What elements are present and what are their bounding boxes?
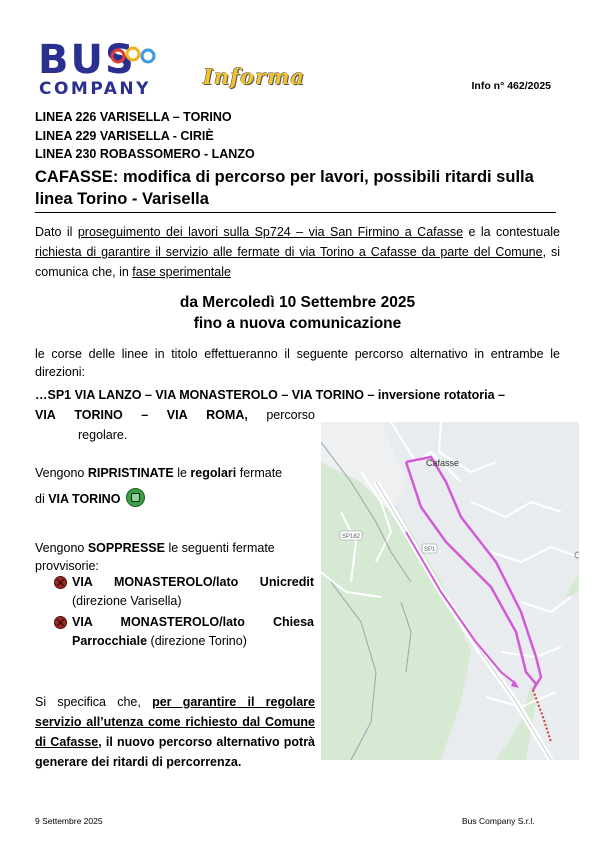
footer-date: 9 Settembre 2025	[35, 816, 103, 826]
cancelled-stop-icon	[54, 576, 67, 589]
headline: CAFASSE: modifica di percorso per lavori, possibili ritardi sulla linea Torino - Varisella	[35, 168, 534, 208]
logo-rings-icon	[108, 44, 168, 84]
cancelled-stop-icon	[54, 616, 67, 629]
footer-company: Bus Company S.r.l.	[462, 816, 535, 826]
route-line-1: …SP1 VIA LANZO – VIA MONASTEROLO – VIA TORINO – inversione rotatoria –	[35, 388, 505, 402]
info-number: Info n° 462/2025	[471, 80, 551, 92]
suppressed-stop-1: VIA MONASTEROLO/lato Unicredit (direzione Varisella)	[72, 575, 314, 608]
headline-divider	[35, 212, 556, 213]
line-item: LINEA 226 VARISELLA – TORINO	[35, 110, 232, 124]
routes-intro: le corse delle linee in titolo effettueranno il seguente percorso alternativo in entrambe le direzioni:	[35, 347, 560, 379]
route-map	[321, 422, 579, 760]
suppressed-stop-2: VIA MONASTEROLO/lato Chiesa Parrocchiale (direzione Torino)	[72, 615, 314, 648]
intro-paragraph: Dato il proseguimento dei lavori sulla Sp724 – via San Firmino a Cafasse e la contestuale richiesta di garantire il servizio alle fermate di via Torino a Cafasse da parte del Comune, si comunica che, in fase sperimentale	[35, 225, 560, 279]
lines-list	[35, 108, 255, 164]
map-town-label: Cafasse	[426, 458, 460, 468]
route-map-svg	[321, 422, 579, 760]
route-line-2: VIA TORINO – VIA ROMA, percorso	[35, 408, 315, 422]
logo-bus-text: BUS	[38, 37, 136, 83]
suppressed-stops-intro: Vengono SOPPRESSE le seguenti fermate provvisorie:	[35, 541, 275, 573]
final-note: Si specifica che, per garantire il regolare servizio all’utenza come richiesto dal Comune di Cafasse, il nuovo percorso alternativo potrà generare dei ritardi di percorrenza.	[35, 695, 316, 769]
bus-stop-icon	[126, 488, 145, 507]
route-line-3: regolare.	[78, 428, 128, 442]
line-item: LINEA 230 ROBASSOMERO - LANZO	[35, 147, 255, 161]
logo-company-text: COMPANY	[39, 79, 151, 99]
effective-date: da Mercoledì 10 Settembre 2025 fino a nuova comunicazione	[179, 294, 416, 332]
line-item: LINEA 229 VARISELLA - CIRIÈ	[35, 128, 214, 143]
map-road-sp1: SP1	[424, 547, 436, 553]
informa-title: Informa	[203, 64, 306, 89]
restored-stops: Vengono RIPRISTINATE le regolari fermate di VIA TORINO	[35, 466, 283, 506]
map-road-sp182: SP182	[342, 534, 361, 540]
